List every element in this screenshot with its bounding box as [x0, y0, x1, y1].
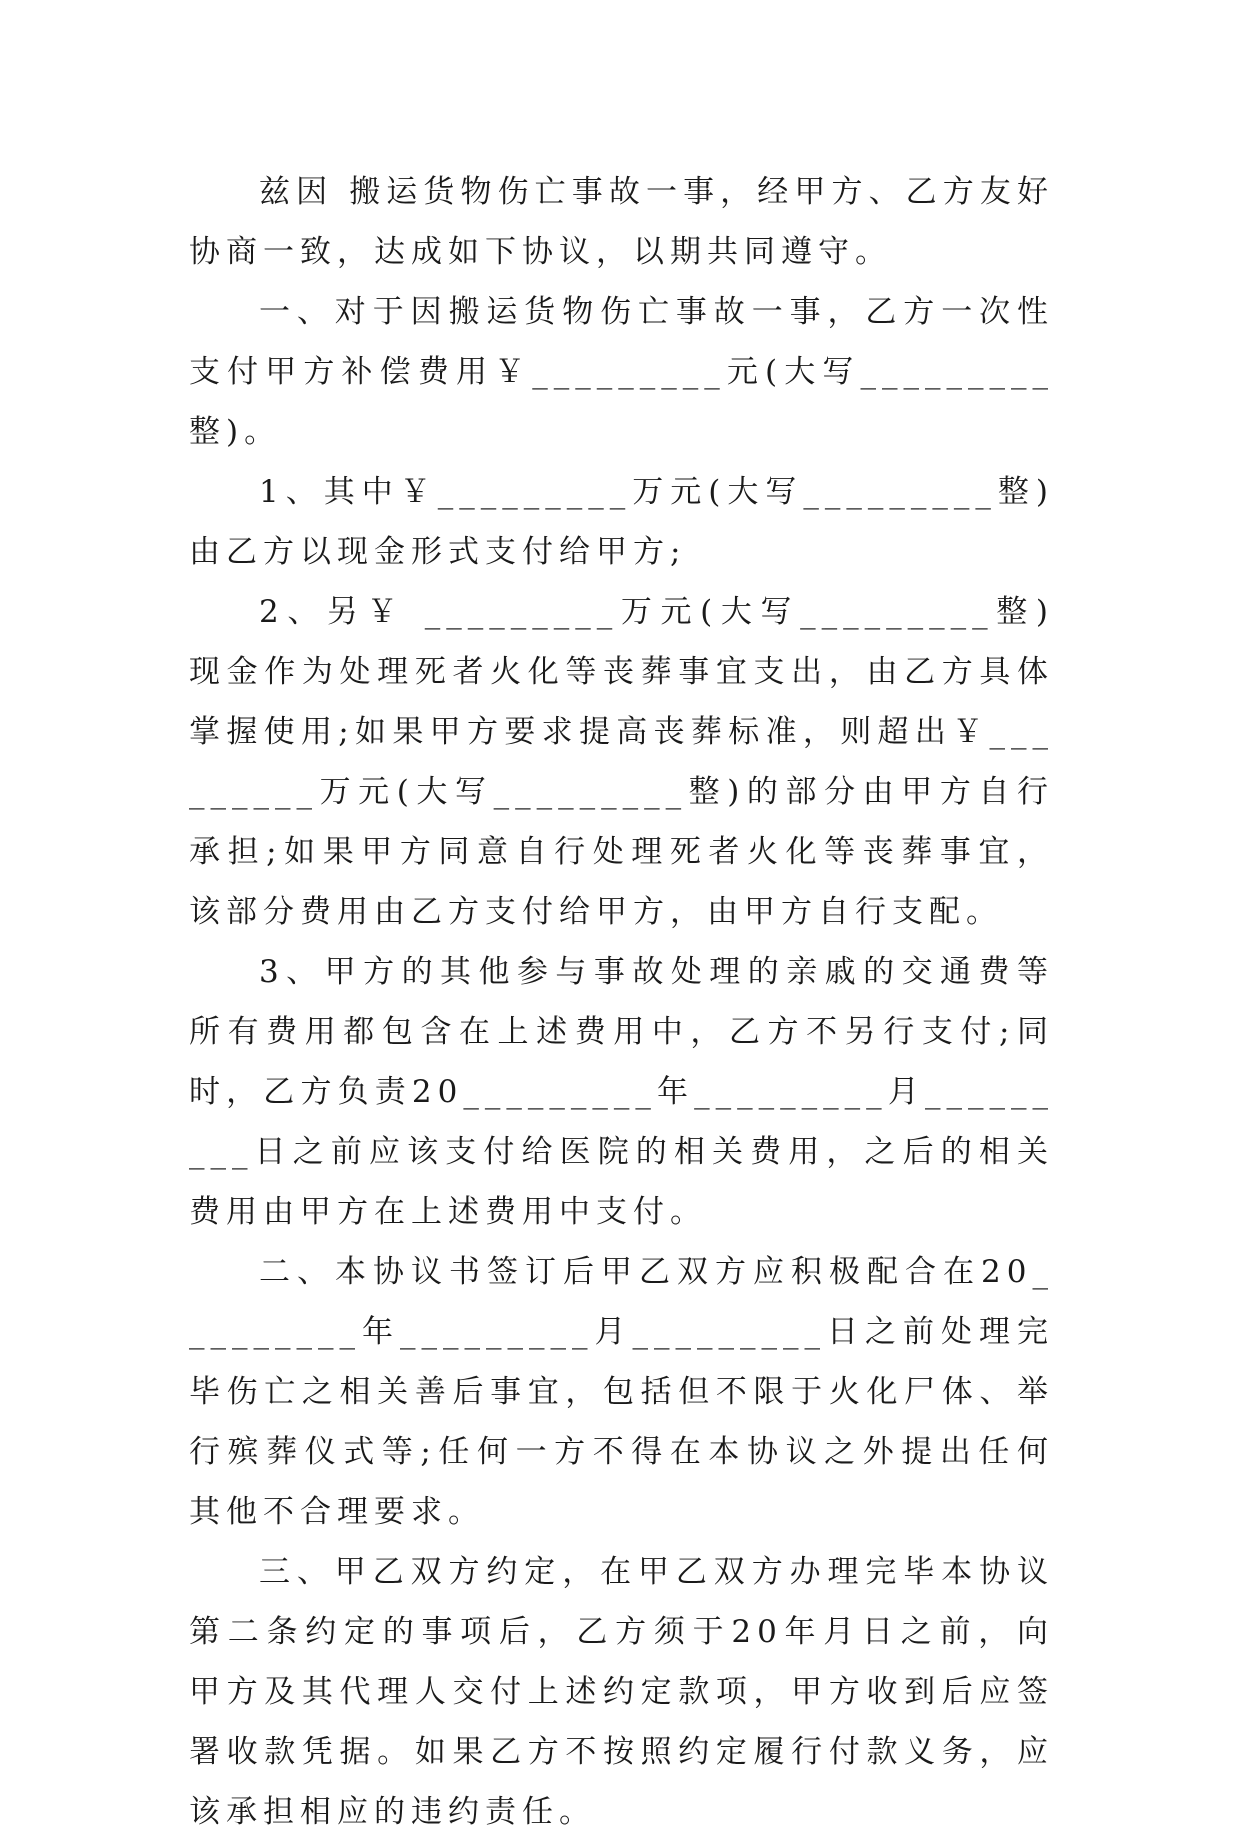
clause-one-item-1: 1、其中￥_________万元(大写_________整)由乙方以现金形式支付给甲方;	[189, 474, 1054, 570]
agreement-body	[189, 162, 1054, 1842]
intro-paragraph: 兹因 搬运货物伤亡事故一事，经甲方、乙方友好协商一致，达成如下协议，以期共同遵守。	[189, 174, 1054, 270]
clause-one-item-2: 2、另￥ _________万元(大写_________整)现金作为处理死者火化等丧葬事宜支出，由乙方具体掌握使用;如果甲方要求提高丧葬标准，则超出￥_________万元(大写_________整)的部分由甲方自行承担;如果甲方同意自行处理死者火化等丧葬事宜，该部分费用由乙方支付给甲方，由甲方自行支配。	[189, 594, 1054, 930]
clause-two-paragraph: 二、本协议书签订后甲乙双方应积极配合在20_________年_________月_________日之前处理完毕伤亡之相关善后事宜，包括但不限于火化尸体、举行殡葬仪式等;任何一方不得在本协议之外提出任何其他不合理要求。	[189, 1254, 1054, 1530]
clause-one-paragraph: 一、对于因搬运货物伤亡事故一事，乙方一次性支付甲方补偿费用￥_________元(大写_________整)。	[189, 294, 1054, 450]
clause-three-paragraph: 三、甲乙双方约定，在甲乙双方办理完毕本协议第二条约定的事项后，乙方须于20年月日之前，向甲方及其代理人交付上述约定款项，甲方收到后应签署收款凭据。如果乙方不按照约定履行付款义务，应该承担相应的违约责任。	[189, 1554, 1054, 1830]
clause-one-item-3: 3、甲方的其他参与事故处理的亲戚的交通费等所有费用都包含在上述费用中，乙方不另行支付;同时，乙方负责20_________年_________月_________日之前应该支付给医院的相关费用，之后的相关费用由甲方在上述费用中支付。	[189, 954, 1054, 1230]
